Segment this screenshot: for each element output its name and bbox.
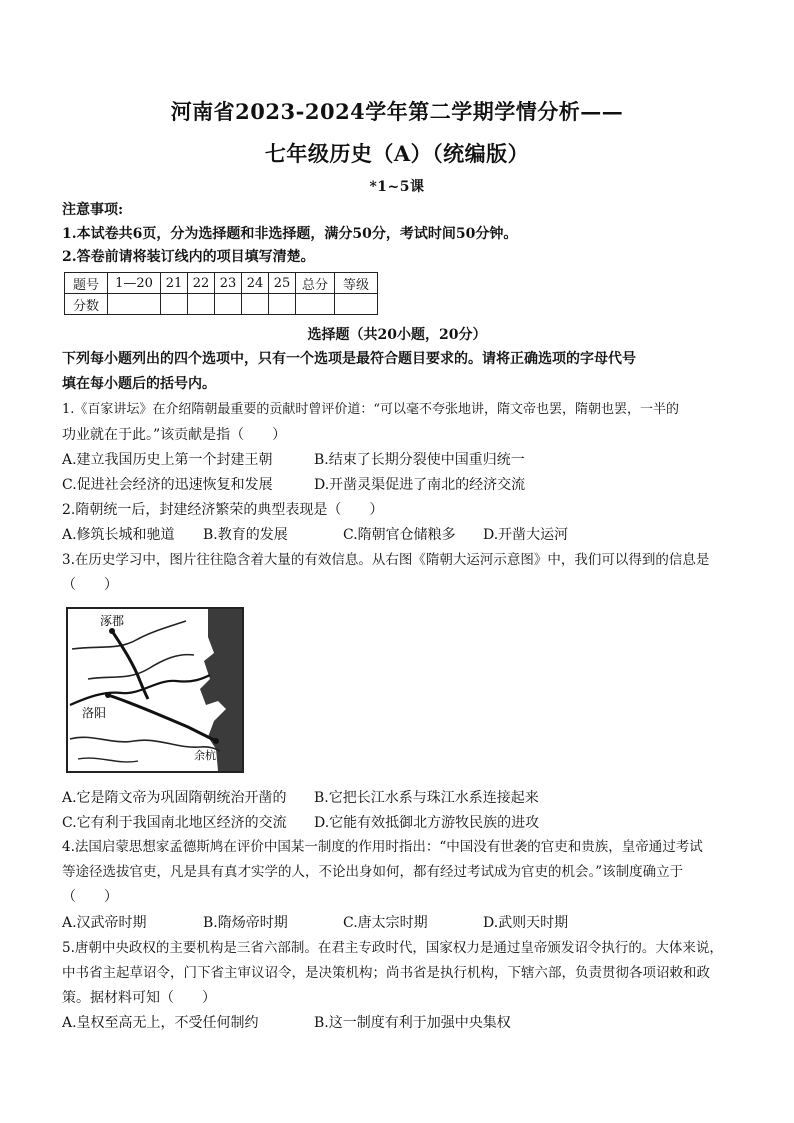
q3-stem-2: （ ）	[62, 577, 118, 593]
q3-stem-1: 3.在历史学习中，图片往往隐含着大量的有效信息。从右图《隋朝大运河示意图》中，我们可以得到的信息是	[62, 552, 710, 568]
score-cell: 等级	[335, 273, 378, 294]
score-cell: 21	[161, 273, 188, 294]
city-marker	[105, 692, 111, 698]
q5-stem-1: 5.唐朝中央政权的主要机构是三省六部制。在君主专政时代，国家权力是通过皇帝颁发诏令执行的。大体来说，	[62, 940, 723, 956]
score-input-cell[interactable]	[215, 294, 242, 315]
grand-canal-map	[66, 607, 244, 773]
score-input-cell[interactable]	[269, 294, 296, 315]
map-label-zhuojun: 涿郡	[100, 614, 125, 628]
map-label-luoyang: 洛阳	[82, 706, 107, 720]
q5-option-b[interactable]: B.这一制度有利于加强中央集权	[314, 1015, 511, 1031]
q1-option-d[interactable]: D.开凿灵渠促进了南北的经济交流	[314, 477, 526, 493]
q5-stem-3: 策。据材料可知（ ）	[62, 990, 216, 1006]
q4-stem-3: （ ）	[62, 889, 118, 905]
exam-title-line1: 河南省2023-2024学年第二学期学情分析——	[170, 99, 624, 124]
map-label-yuhang: 余杭	[194, 749, 216, 762]
q1-option-b[interactable]: B.结束了长期分裂使中国重归统一	[314, 452, 525, 468]
score-cell: 25	[269, 273, 296, 294]
q4-option-b[interactable]: B.隋炀帝时期	[203, 915, 288, 931]
score-input-cell[interactable]	[161, 294, 188, 315]
score-table	[64, 272, 378, 315]
q4-stem-2: 等途径选拔官吏，凡是具有真才实学的人，不论出身如何，都有经过考试成为官吏的机会。”该制度确立于	[62, 864, 684, 880]
river-line	[88, 655, 194, 679]
score-table-score-row	[65, 294, 378, 315]
q3-option-b[interactable]: B.它把长江水系与珠江水系连接起来	[314, 790, 539, 806]
city-marker	[109, 628, 115, 634]
section-instruction-1: 下列每小题列出的四个选项中，只有一个选项是最符合题目要求的。请将正确选项的字母代号	[62, 351, 636, 367]
score-input-cell[interactable]	[335, 294, 378, 315]
river-line	[72, 621, 186, 649]
notes-item-1: 1.本试卷共6页，分为选择题和非选择题，满分50分，考试时间50分钟。	[62, 226, 518, 242]
grand-canal-map-drawing	[68, 609, 242, 771]
q3-option-d[interactable]: D.它能有效抵御北方游牧民族的进攻	[314, 815, 540, 831]
q5-stem-2: 中书省主起草诏令，门下省主审议诏令，是决策机构；尚书省是执行机构，下辖六部，负责贯彻各项诏敕和政	[62, 965, 710, 981]
exam-title-line2: 七年级历史（A）（统编版）	[264, 141, 530, 166]
score-cell: 分数	[65, 294, 108, 315]
q1-stem-2: 功业就在于此。”该贡献是指（ ）	[62, 427, 287, 443]
q4-option-c[interactable]: C.唐太宗时期	[343, 915, 428, 931]
score-cell: 题号	[65, 273, 108, 294]
q5-option-a[interactable]: A.皇权至高无上，不受任何制约	[62, 1015, 259, 1031]
score-input-cell[interactable]	[188, 294, 215, 315]
q2-option-c[interactable]: C.隋朝官仓储粮多	[343, 527, 456, 543]
score-table-header-row	[65, 273, 378, 294]
section-instruction-2: 填在每小题后的括号内。	[62, 376, 216, 392]
canal-north-branch	[112, 631, 148, 699]
q1-option-c[interactable]: C.促进社会经济的迅速恢复和发展	[62, 477, 273, 493]
q4-option-d[interactable]: D.武则天时期	[483, 915, 569, 931]
q1-option-a[interactable]: A.建立我国历史上第一个封建王朝	[62, 452, 273, 468]
q2-stem: 2.隋朝统一后，封建经济繁荣的典型表现是（ ）	[62, 502, 384, 518]
river-line	[78, 758, 138, 762]
score-cell: 22	[188, 273, 215, 294]
section-title: 选择题（共20小题，20分）	[307, 327, 487, 343]
q2-option-d[interactable]: D.开凿大运河	[483, 527, 569, 543]
q1-stem-1: 1.《百家讲坛》在介绍隋朝最重要的贡献时曾评价道：“可以毫不夸张地讲，隋文帝也罢，隋朝也罢，一半的	[62, 402, 680, 417]
score-cell: 23	[215, 273, 242, 294]
notes-item-2: 2.答卷前请将装订线内的项目填写清楚。	[62, 249, 315, 265]
city-marker	[213, 738, 219, 744]
score-cell: 总分	[296, 273, 335, 294]
score-input-cell[interactable]	[242, 294, 269, 315]
q4-option-a[interactable]: A.汉武帝时期	[62, 915, 147, 931]
score-cell: 1—20	[108, 273, 161, 294]
notes-heading: 注意事项:	[62, 202, 124, 218]
score-input-cell[interactable]	[296, 294, 335, 315]
q4-stem-1: 4.法国启蒙思想家孟德斯鸠在评价中国某一制度的作用时指出：“中国没有世袭的官吏和贵族，皇帝通过考试	[62, 839, 703, 855]
score-cell: 24	[242, 273, 269, 294]
q3-option-a[interactable]: A.它是隋文帝为巩固隋朝统治开凿的	[62, 790, 287, 806]
q2-option-b[interactable]: B.教育的发展	[203, 527, 288, 543]
lesson-range: *1~5课	[369, 179, 425, 195]
canal-south-branch	[108, 695, 216, 741]
q3-option-c[interactable]: C.它有利于我国南北地区经济的交流	[62, 815, 287, 831]
q2-option-a[interactable]: A.修筑长城和驰道	[62, 527, 175, 543]
score-input-cell[interactable]	[108, 294, 161, 315]
